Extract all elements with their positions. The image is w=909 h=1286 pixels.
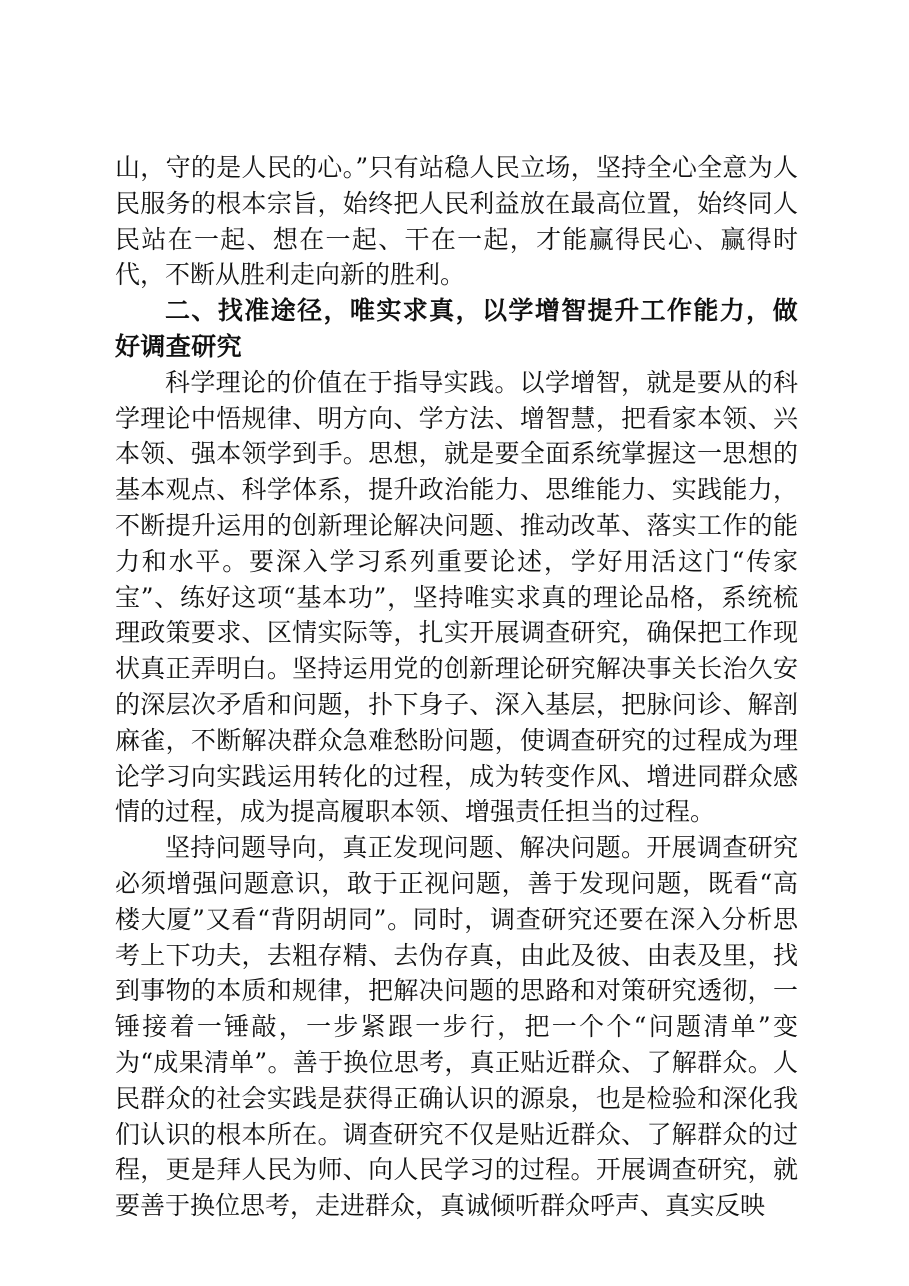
document-body [115,150,798,1224]
section-heading: 二、找准途径，唯实求真，以学增智提升工作能力，做好调查研究 [115,296,798,361]
paragraph-body-2: 坚持问题导向，真正发现问题、解决问题。开展调查研究必须增强问题意识，敢于正视问题，善于发现问题，既看“高楼大厦”又看“背阴胡同”。同时，调查研究还要在深入分析思考上下功夫，去粗存精、去伪存真，由此及彼、由表及里，找到事物的本质和规律，把解决问题的思路和对策研究透彻，一锤接着一锤敲，一步紧跟一步行，把一个个“问题清单”变为“成果清单”。善于换位思考，真正贴近群众、了解群众。人民群众的社会实践是获得正确认识的源泉，也是检验和深化我们认识的根本所在。调查研究不仅是贴近群众、了解群众的过程，更是拜人民为师、向人民学习的过程。开展调查研究，就要善于换位思考，走进群众，真诚倾听群众呼声、真实反映 [115,833,798,1221]
paragraph-body-1: 科学理论的价值在于指导实践。以学增智，就是要从的科学理论中悟规律、明方向、学方法、增智慧，把看家本领、兴本领、强本领学到手。思想，就是要全面系统掌握这一思想的基本观点、科学体系，提升政治能力、思维能力、实践能力，不断提升运用的创新理论解决问题、推动改革、落实工作的能力和水平。要深入学习系列重要论述，学好用活这门“传家宝”、练好这项“基本功”，坚持唯实求真的理论品格，系统梳理政策要求、区情实际等，扎实开展调查研究，确保把工作现状真正弄明白。坚持运用党的创新理论研究解决事关长治久安的深层次矛盾和问题，扑下身子、深入基层，把脉问诊、解剖麻雀，不断解决群众急难愁盼问题，使调查研究的过程成为理论学习向实践运用转化的过程，成为转变作风、增进同群众感情的过程，成为提高履职本领、增强责任担当的过程。 [115,367,798,827]
paragraph-continuation: 山，守的是人民的心。”只有站稳人民立场，坚持全心全意为人民服务的根本宗旨，始终把人民利益放在最高位置，始终同人民站在一起、想在一起、干在一起，才能赢得民心、赢得时代，不断从胜利走向新的胜利。 [115,153,798,290]
